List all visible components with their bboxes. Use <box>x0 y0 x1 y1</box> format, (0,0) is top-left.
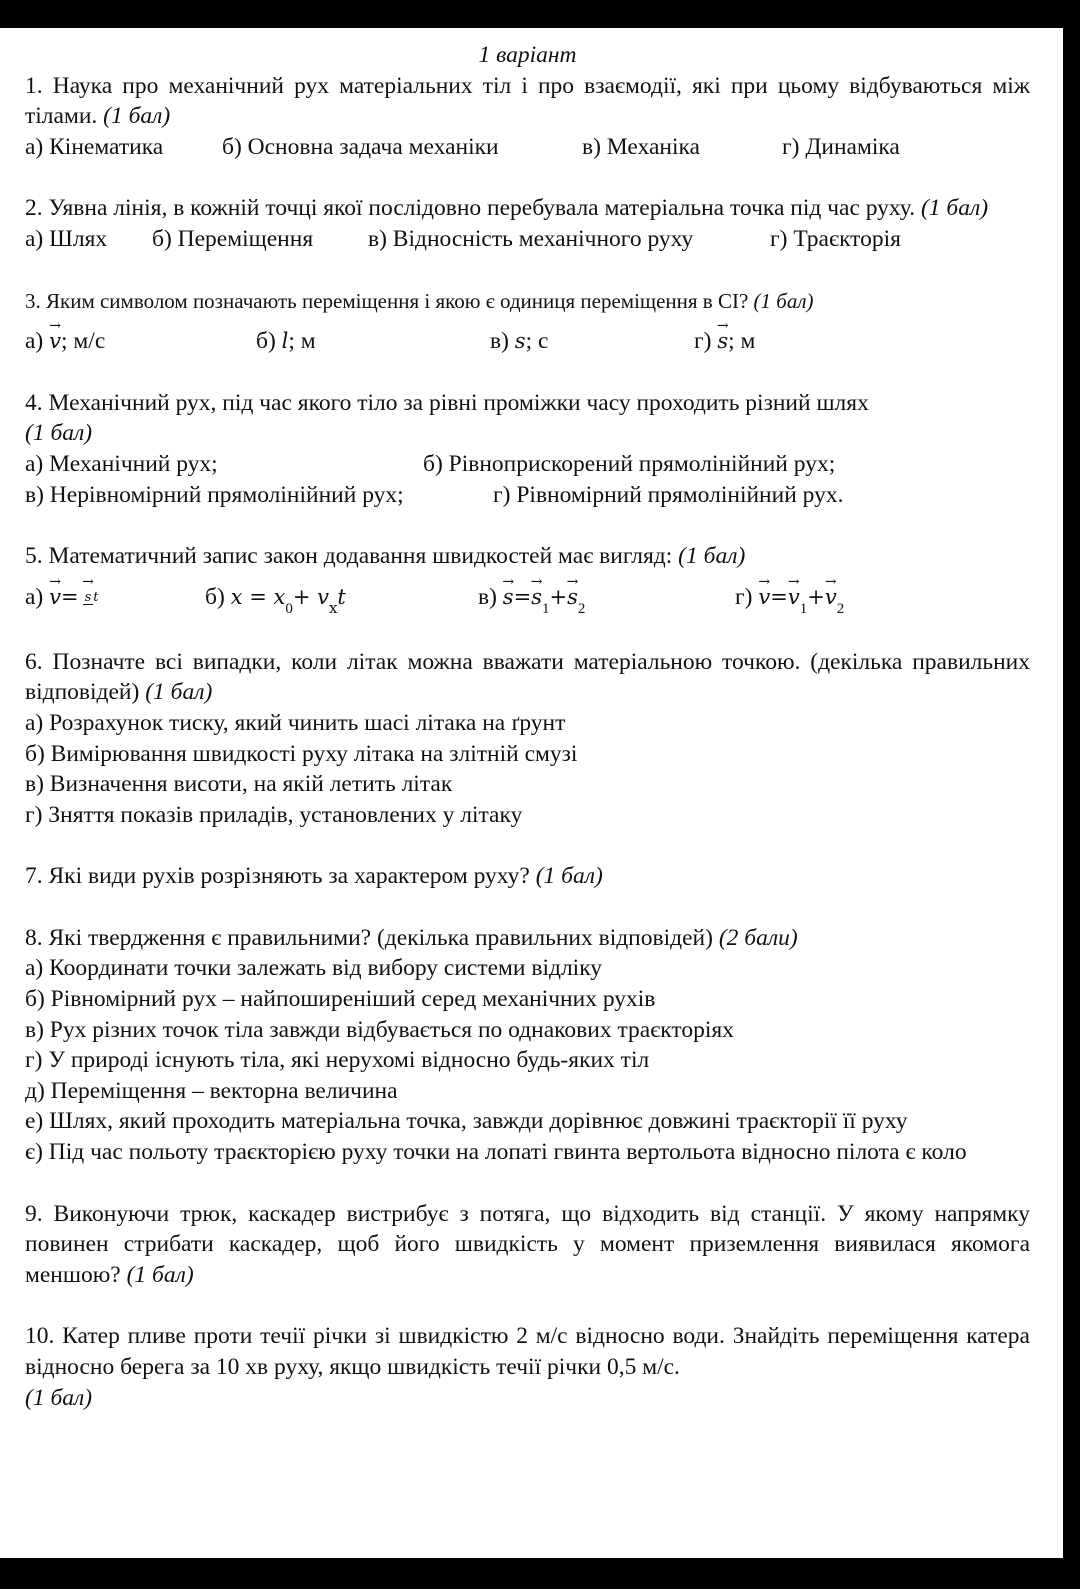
question-8 <box>25 923 1030 954</box>
question-3-text: 3. Яким символом позначають переміщення і якою є одиниця переміщення в СІ? <box>25 288 749 313</box>
q1-option-a: а) Кінематика <box>25 133 164 160</box>
question-5-options <box>25 582 1030 616</box>
q8-option-a: а) Координати точки залежать від вибору системи відліку <box>25 955 603 982</box>
question-1-options <box>25 132 1030 163</box>
worksheet-page <box>0 28 1063 1558</box>
question-2-points: (1 бал) <box>920 195 989 222</box>
q4-option-c: в) Нерівномірний прямолінійний рух; <box>25 481 404 508</box>
question-1-text: 1. Наука про механічний рух матеріальних тіл і про взаємодії, які при цьому відбуваються між тілами. <box>25 72 1030 130</box>
q8-option-e: д) Переміщення – векторна величина <box>25 1077 398 1104</box>
question-10-text: 10. Катер пливе проти течії річки зі швидкістю 2 м/с відносно води. Знайдіть переміщення катера відносно берега за 10 хв руху, якщо швидкість течії річки 0,5 м/с. <box>25 1323 1030 1380</box>
question-7 <box>25 861 1030 892</box>
q5-option-b: б) x = x0+ vxt <box>205 583 346 617</box>
q5-fraction: → s t <box>83 591 99 605</box>
q3-vector-v: → v <box>49 326 61 357</box>
question-1 <box>25 71 1030 132</box>
q8-option-c: в) Рух різних точок тіла завжди відбувається по однакових траєкторіях <box>25 1016 734 1043</box>
question-5-points: (1 бал) <box>678 543 746 570</box>
question-5 <box>25 541 1030 572</box>
q3-option-d: г) → s; м <box>694 326 755 357</box>
q1-option-b: б) Основна задача механіки <box>222 133 499 160</box>
question-1-points: (1 бал) <box>103 103 171 130</box>
question-2-text: 2. Уявна лінія, в кожній точці якої послідовно перебувала матеріальна точка під час руху. <box>25 195 916 222</box>
question-9-text: 9. Виконуючи трюк, каскадер вистрибує з потяга, що відходить від станції. У якому напрямку повинен стрибати каскадер, щоб його швидкість у момент приземлення виявилася якомога меншою? <box>25 1200 1030 1288</box>
question-3-points: (1 бал) <box>753 288 814 313</box>
variant-title: 1 варіант <box>478 42 577 68</box>
q1-option-c: в) Механіка <box>582 133 700 160</box>
question-8-points: (2 бали) <box>718 924 798 951</box>
q4-option-a: а) Механічний рух; <box>25 450 218 477</box>
q6-option-b: б) Вимірювання швидкості руху літака на злітній смузі <box>25 740 578 767</box>
q6-option-c: в) Визначення висоти, на якій летить літак <box>25 771 453 798</box>
q4-option-b: б) Рівноприскорений прямолінійний рух; <box>423 450 836 477</box>
question-3 <box>25 286 1030 317</box>
q8-option-g: є) Під час польоту траєкторією руху точки на лопаті гвинта вертольота відносно пілота є коло <box>25 1139 967 1166</box>
question-6-points: (1 бал) <box>145 679 213 706</box>
question-10 <box>25 1321 1030 1413</box>
q5-option-d: г) → v=→ v1+→ v2 <box>735 582 844 616</box>
question-2-options <box>25 224 1030 255</box>
q8-option-f: е) Шлях, який проходить матеріальна точка, завжди дорівнює довжині траєкторії її руху <box>25 1108 908 1135</box>
question-4-options-row2 <box>25 480 1030 511</box>
question-9-points: (1 бал) <box>126 1261 194 1288</box>
question-4-text: 4. Механічний рух, під час якого тіло за рівні проміжки часу проходить різний шлях <box>25 389 869 416</box>
question-5-text: 5. Математичний запис закон додавання швидкостей має вигляд: <box>25 543 673 570</box>
question-6 <box>25 647 1030 708</box>
q6-option-d: г) Зняття показів приладів, установлених у літаку <box>25 801 523 828</box>
q6-option-a: а) Розрахунок тиску, який чинить шасі літака на ґрунт <box>25 709 566 736</box>
q5-option-c: в) → s=→ s1+→ s2 <box>478 582 735 616</box>
q8-option-b: б) Рівномірний рух – найпоширеніший серед механічних рухів <box>25 986 656 1013</box>
question-6-text: 6. Позначте всі випадки, коли літак можна вважати матеріальною точкою. (декілька правильних відповідей) <box>25 648 1030 706</box>
question-4-points: (1 бал) <box>25 420 93 447</box>
worksheet-content <box>25 40 1030 1413</box>
q2-option-d: г) Траєкторія <box>770 225 901 252</box>
question-8-text: 8. Які твердження є правильними? (декілька правильних відповідей) <box>25 924 713 951</box>
q3-option-b: б) l; м <box>256 328 316 355</box>
q3-option-c: в) s; с <box>490 328 549 355</box>
question-2 <box>25 193 1030 224</box>
q2-option-a: а) Шлях <box>25 225 108 252</box>
q5-option-a: а) → v=→ s t <box>25 582 205 616</box>
q2-option-c: в) Відносність механічного руху <box>368 225 694 252</box>
q2-option-b: б) Переміщення <box>152 225 314 252</box>
question-3-options <box>25 326 1030 357</box>
q3-vector-s: → s <box>717 326 728 357</box>
question-4-options-row1 <box>25 449 1030 480</box>
question-7-text: 7. Які види рухів розрізняють за характером руху? <box>25 863 530 890</box>
q3-option-a: а) → v; м/с <box>25 326 256 357</box>
question-9 <box>25 1199 1030 1291</box>
q8-option-d: г) У природі існують тіла, які нерухомі відносно будь-яких тіл <box>25 1047 650 1074</box>
question-7-points: (1 бал) <box>535 863 603 890</box>
question-10-points: (1 бал) <box>25 1384 93 1411</box>
q4-option-d: г) Рівномірний прямолінійний рух. <box>493 481 844 508</box>
q1-option-d: г) Динаміка <box>782 133 900 160</box>
question-4 <box>25 388 1030 449</box>
